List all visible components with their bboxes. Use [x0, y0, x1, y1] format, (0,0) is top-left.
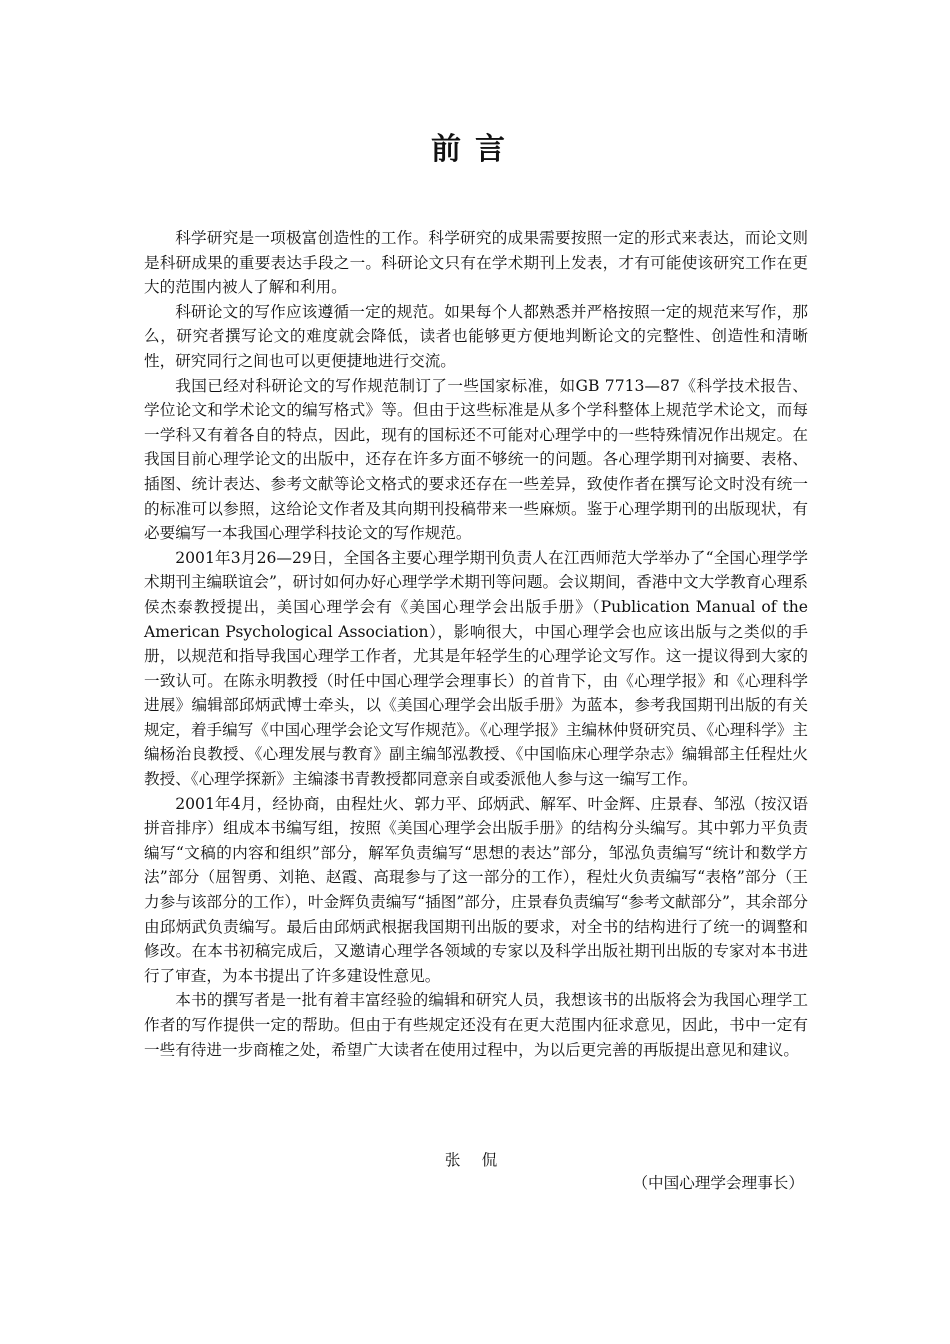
page-title: 前言	[431, 132, 519, 167]
paragraph-1: 科学研究是一项极富创造性的工作。科学研究的成果需要按照一定的形式来表达，而论文则是科研成果的重要表达手段之一。科研论文只有在学术期刊上发表，才有可能使该研究工作在更大的范围内被人了解和利用。	[144, 229, 808, 297]
paragraph-2: 科研论文的写作应该遵循一定的规范。如果每个人都熟悉并严格按照一定的规范来写作，那么，研究者撰写论文的难度就会降低，读者也能够更方便地判断论文的完整性、创造性和清晰性，研究同行之间也可以更便捷地进行交流。	[144, 302, 808, 370]
author-role: （中国心理学会理事长）	[632, 1174, 804, 1192]
paragraph-3: 我国已经对科研论文的写作规范制订了一些国家标准，如GB 7713—87《科学技术报告、学位论文和学术论文的编写格式》等。但由于这些标准是从多个学科整体上规范学术论文，而每一学科又有着各自的特点，因此，现有的国标还不可能对心理学中的一些特殊情况作出规定。在我国目前心理学论文的出版中，还存在许多方面不够统一的问题。各心理学期刊对摘要、表格、插图、统计表达、参考文献等论文格式的要求还存在一些差异，致使作者在撰写论文时没有统一的标准可以参照，这给论文作者及其向期刊投稿带来一些麻烦。鉴于心理学期刊的出版现状，有必要编写一本我国心理学科技论文的写作规范。	[144, 376, 808, 543]
preface-body	[144, 226, 808, 1062]
paragraph-4: 2001年3月26—29日，全国各主要心理学期刊负责人在江西师范大学举办了“全国心理学学术期刊主编联谊会”，研讨如何办好心理学学术期刊等问题。会议期间，香港中文大学教育心理系侯杰泰教授提出，美国心理学会有《美国心理学会出版手册》（Publication Manual of the American Psychological Association），影响很大，中国心理学会也应该出版与之类似的手册，以规范和指导我国心理学工作者，尤其是年轻学生的心理学论文写作。这一提议得到大家的一致认可。在陈永明教授（时任中国心理学会理事长）的首肯下，由《心理学报》和《心理科学进展》编辑部邱炳武博士牵头，以《美国心理学会出版手册》为蓝本，参考我国期刊出版的有关规定，着手编写《中国心理学会论文写作规范》。《心理学报》主编林仲贤研究员、《心理科学》主编杨治良教授、《心理发展与教育》副主编邹泓教授、《中国临床心理学杂志》编辑部主任程灶火教授、《心理学探新》主编漆书青教授都同意亲自或委派他人参与这一编写工作。	[144, 548, 808, 789]
paragraph-6: 本书的撰写者是一批有着丰富经验的编辑和研究人员，我想该书的出版将会为我国心理学工作者的写作提供一定的帮助。但由于有些规定还没有在更大范围内征求意见，因此，书中一定有一些有待进一步商榷之处，希望广大读者在使用过程中，为以后更完善的再版提出意见和建议。	[144, 991, 808, 1059]
author-name: 张 侃	[444, 1151, 506, 1169]
paragraph-5: 2001年4月，经协商，由程灶火、郭力平、邱炳武、解军、叶金辉、庄景春、邹泓（按汉语拼音排序）组成本书编写组，按照《美国心理学会出版手册》的结构分头编写。其中郭力平负责编写“文稿的内容和组织”部分，解军负责编写“思想的表达”部分，邹泓负责编写“统计和数学方法”部分（屈智勇、刘艳、赵霞、高琨参与了这一部分的工作），程灶火负责编写“表格”部分（王力参与该部分的工作），叶金辉负责编写“插图”部分，庄景春负责编写“参考文献部分”，其余部分由邱炳武负责编写。最后由邱炳武根据我国期刊出版的要求，对全书的结构进行了统一的调整和修改。在本书初稿完成后，又邀请心理学各领域的专家以及科学出版社期刊出版的专家对本书进行了审查，为本书提出了许多建设性意见。	[144, 794, 808, 985]
